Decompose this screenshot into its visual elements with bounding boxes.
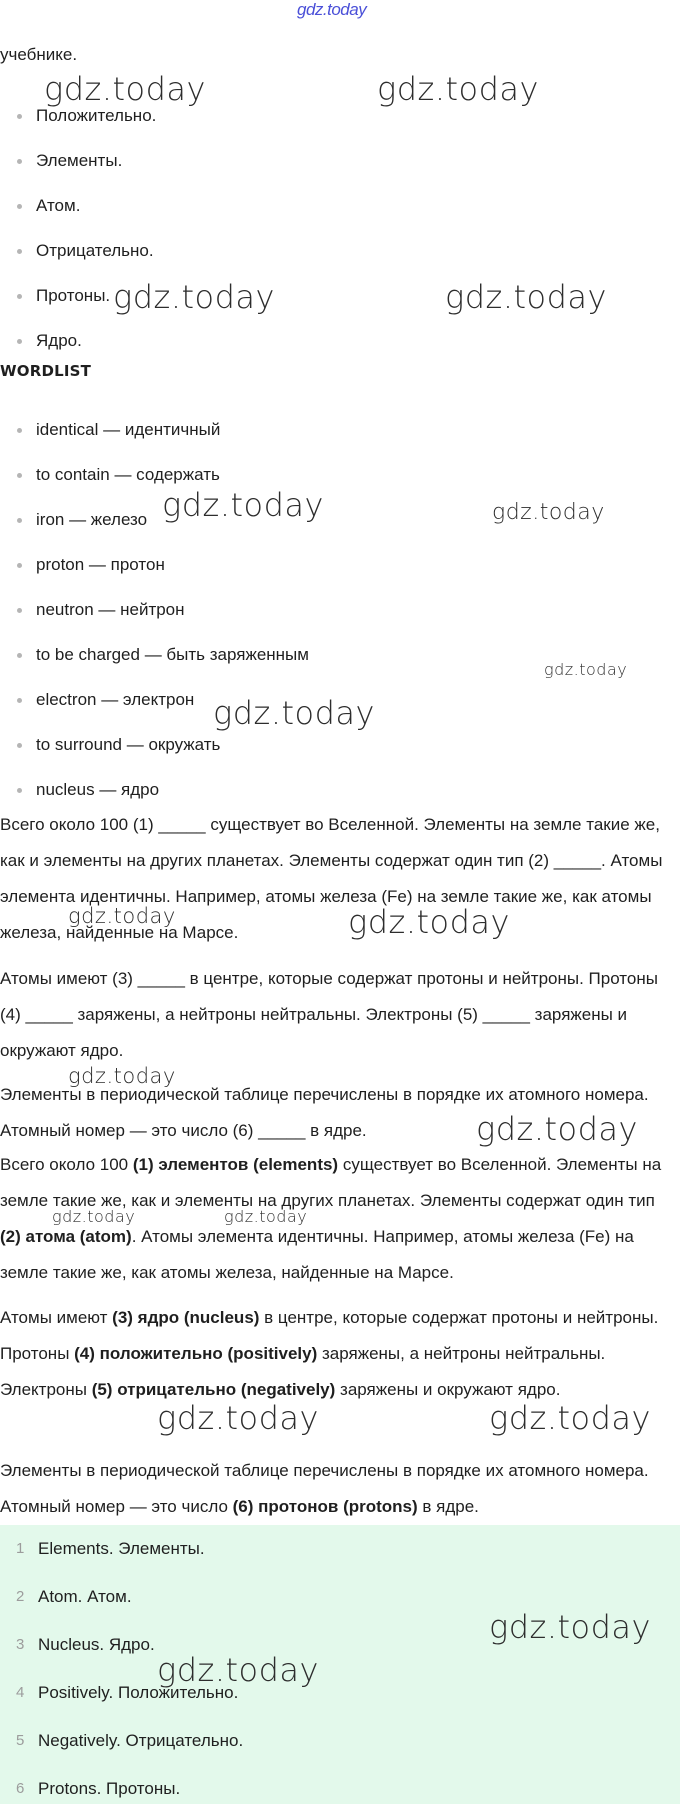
answer-item [0,1621,680,1669]
answer-number: 6 [16,1780,25,1797]
watermark: gdz.today [52,1207,136,1226]
wordlist-item: electron — электрон [0,677,309,722]
list-item: Отрицательно. [0,228,156,273]
watermark: gdz.today [377,70,539,108]
watermark: gdz.today [348,903,510,941]
list-item: Протоны. [0,273,156,318]
watermark: gdz.today [162,486,324,524]
filled-text: существует во Вселенной. Элементы на земле такие же, как и элементы на других планетах. Элементы содержат один тип [0,1155,662,1210]
wordlist-item: iron — железо [0,497,309,542]
filled-answer: (3) ядро (nucleus) [112,1308,260,1327]
filled-text: Атомы имеют [0,1308,113,1327]
filled-paragraph-2 [0,1300,680,1408]
task-paragraph-2: Атомы имеют (3) _____ в центре, которые содержат протоны и нейтроны. Протоны (4) _____ заряжены, а нейтроны нейтральны. Электроны (5) _____ заряжены и окружают ядро. [0,969,658,1060]
answer-text: Atom. Атом. [38,1587,132,1606]
filled-text: в центре, которые содержат протоны и нейтроны. Протоны [0,1308,659,1363]
watermark: gdz.today [44,70,206,108]
watermark: gdz.today [213,694,375,732]
filled-answer: (1) элементов (elements) [132,1155,339,1174]
filled-text: . Атомы элемента идентичны. Например, атомы железа (Fe) на земле такие же, как атомы железа, найденные на Марсе. [0,1227,634,1282]
answer-number: 5 [16,1732,25,1749]
list-item: Атом. [0,183,156,228]
watermark: gdz.today [68,904,176,928]
watermark: gdz.today [113,278,275,316]
site-logo[interactable]: gdz.today [297,0,367,19]
filled-answer: (4) положительно (positively) [74,1344,318,1363]
watermark: gdz.today [492,500,605,525]
answer-item [0,1765,680,1813]
answers-box [0,1525,680,1804]
answer-number: 4 [16,1684,25,1701]
watermark: gdz.today [476,1110,638,1148]
filled-text: заряжены и окружают ядро. [335,1380,561,1399]
wordlist-item: identical — идентичный [0,407,309,452]
wordlist-item: proton — протон [0,542,309,587]
answer-item [0,1525,680,1573]
filled-paragraph-1 [0,1147,680,1291]
wordlist-item: nucleus — ядро [0,767,309,812]
filled-answer: (2) атома (atom) [0,1227,132,1246]
task-paragraph-1: Всего около 100 (1) _____ существует во Вселенной. Элементы на земле такие же, как и элементы на других планетах. Элементы содержат один тип (2) _____. Атомы элемента идентичны. Например, атомы железа (Fe) на земле такие же, как атомы железа, найденные на Марсе. [0,815,663,942]
answer-text: Negatively. Отрицательно. [38,1731,244,1750]
filled-answer: (6) протонов (protons) [232,1497,418,1516]
answer-number: 3 [16,1636,25,1653]
answer-text: Protons. Протоны. [38,1779,181,1798]
answer-text: Elements. Элементы. [38,1539,205,1558]
wordlist-heading: WORDLIST [0,362,92,380]
answer-item [0,1573,680,1621]
watermark: gdz.today [224,1207,308,1226]
filled-text: в ядре. [417,1497,479,1516]
watermark: gdz.today [157,1399,319,1437]
wordlist-item: to contain — содержать [0,452,309,497]
answer-number: 2 [16,1588,25,1605]
answer-text: Positively. Положительно. [38,1683,239,1702]
watermark: gdz.today [489,1608,651,1646]
filled-paragraph-3 [0,1453,680,1525]
wordlist-item: to be charged — быть заряженным [0,632,309,677]
watermark: gdz.today [445,278,607,316]
answers-list [0,1525,680,1813]
answer-word-list [0,93,156,363]
watermark: gdz.today [544,660,628,679]
wordlist-item: neutron — нейтрон [0,587,309,632]
answer-number: 1 [16,1540,25,1557]
task-paragraph-3: Элементы в периодической таблице перечислены в порядке их атомного номера. Атомный номер — это число (6) _____ в ядре. [0,1085,649,1140]
list-item: Ядро. [0,318,156,363]
intro-text: учебнике. [0,45,78,64]
wordlist-item: to surround — окружать [0,722,309,767]
watermark: gdz.today [157,1651,319,1689]
filled-answer: (5) отрицательно (negatively) [91,1380,336,1399]
list-item: Положительно. [0,93,156,138]
answer-item [0,1717,680,1765]
filled-text: Элементы в периодической таблице перечислены в порядке их атомного номера. Атомный номер — это число [0,1461,649,1516]
watermark: gdz.today [489,1399,651,1437]
wordlist [0,407,309,812]
answer-text: Nucleus. Ядро. [38,1635,155,1654]
watermark: gdz.today [68,1064,176,1088]
filled-text: заряжены, а нейтроны нейтральны. Электроны [0,1344,606,1399]
answer-item [0,1669,680,1717]
list-item: Элементы. [0,138,156,183]
filled-text: Всего около 100 [0,1155,133,1174]
